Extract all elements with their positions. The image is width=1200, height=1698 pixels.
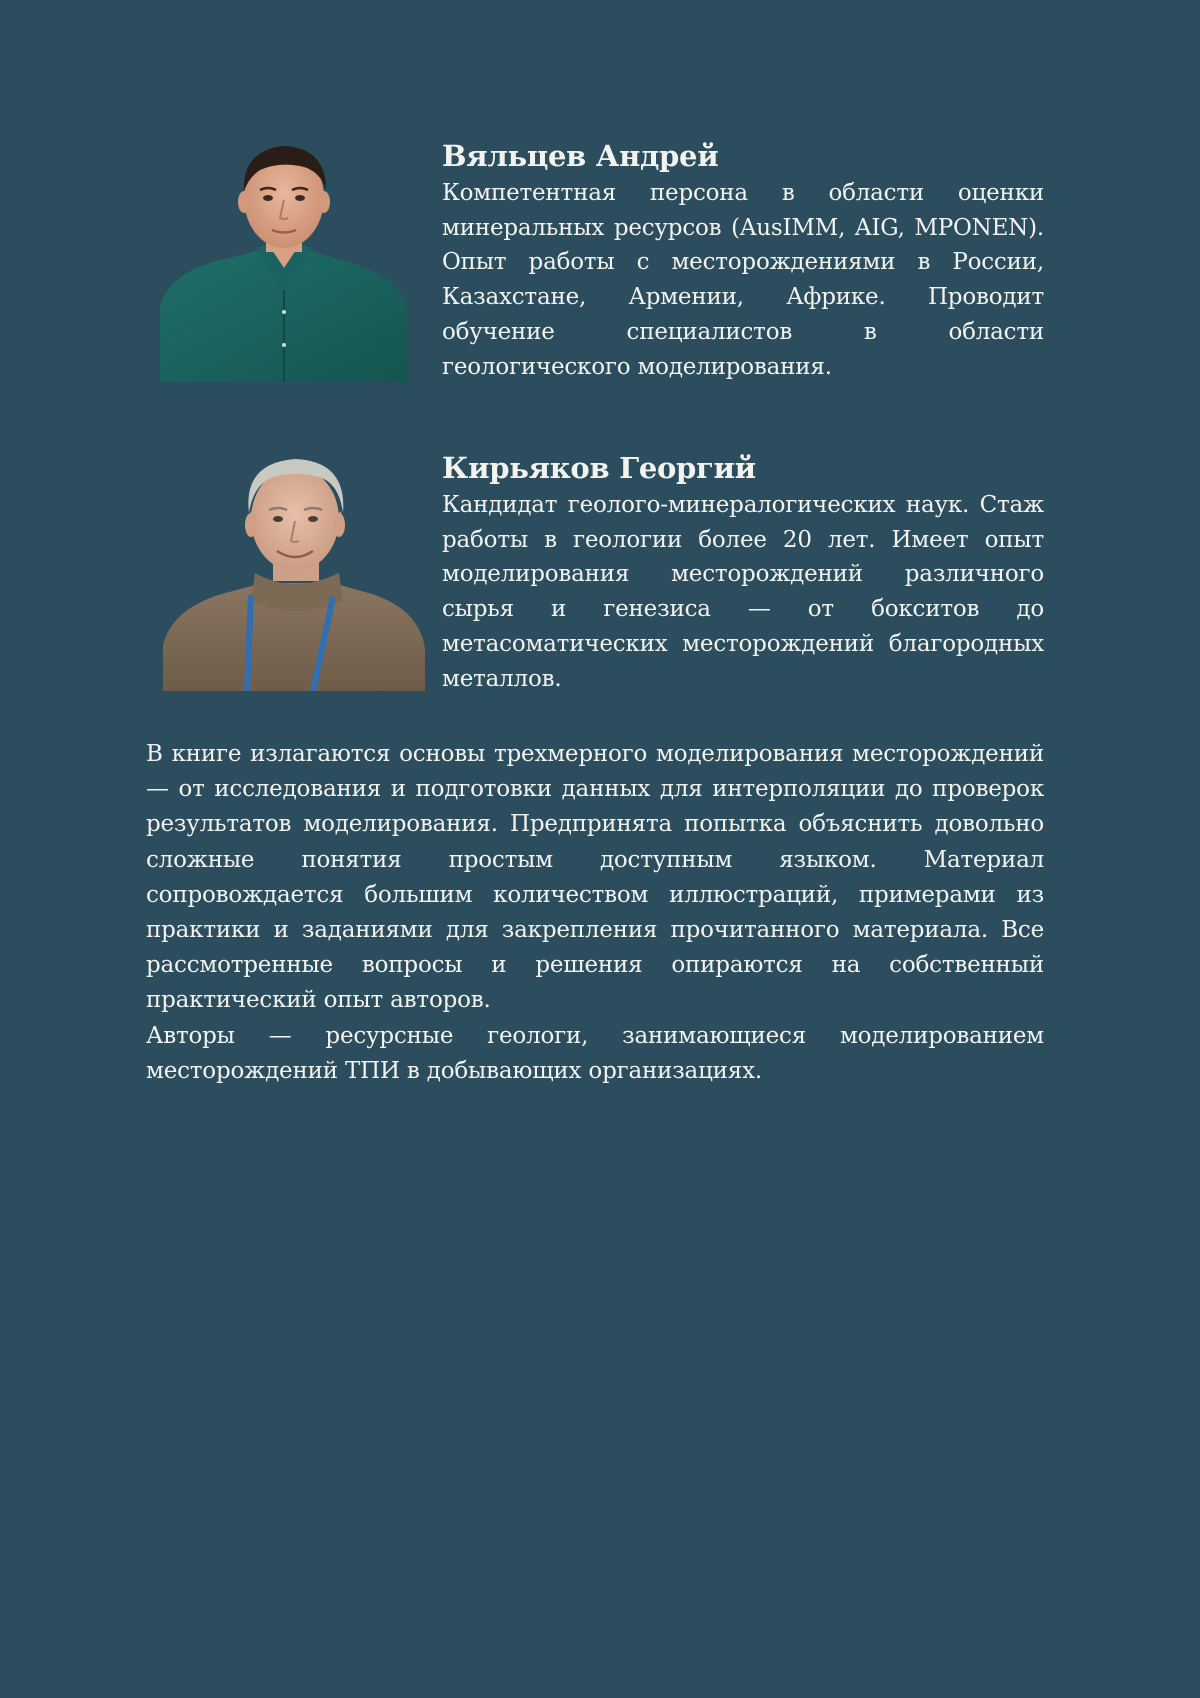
author-block-vyaltsev <box>442 138 1044 384</box>
annotation-paragraph: В книге излагаются основы трехмерного моделирования месторождений — от исследования и подготовки данных для интерполяции до проверок результатов моделирования. Предпринята попытка объяснить довольно сложные понятия простым доступным языком. Материал сопровождается большим количеством иллюстраций, примерами из практики и заданиями для закрепления прочитанного материала. Все рассмотренные вопросы и решения опираются на собственный практический опыт авторов. <box>146 741 1044 1014</box>
author-name: Вяльцев Андрей <box>442 139 719 173</box>
author-name: Кирьяков Георгий <box>442 451 756 485</box>
author-photo-vyaltsev <box>160 140 408 382</box>
author-bio: Кандидат геолого-минералогических наук. Стаж работы в геологии более 20 лет. Имеет опыт моделирования месторождений различного сырья и генезиса — от бокситов до метасоматических месторождений благородных металлов. <box>442 492 1044 692</box>
annotation-paragraph: Авторы — ресурсные геологи, занимающиеся моделированием месторождений ТПИ в добывающих организациях. <box>146 1022 1044 1084</box>
author-photo-kiryakov <box>163 455 425 691</box>
author-block-kiryakov <box>442 450 1044 696</box>
book-annotation <box>146 737 1044 1089</box>
author-bio: Компетентная персона в области оценки минеральных ресурсов (AusIMM, AIG, MPONEN). Опыт работы с месторождениями в России, Казахстане, Армении, Африке. Проводит обучение специалистов в области геологического моделирования. <box>442 180 1044 380</box>
